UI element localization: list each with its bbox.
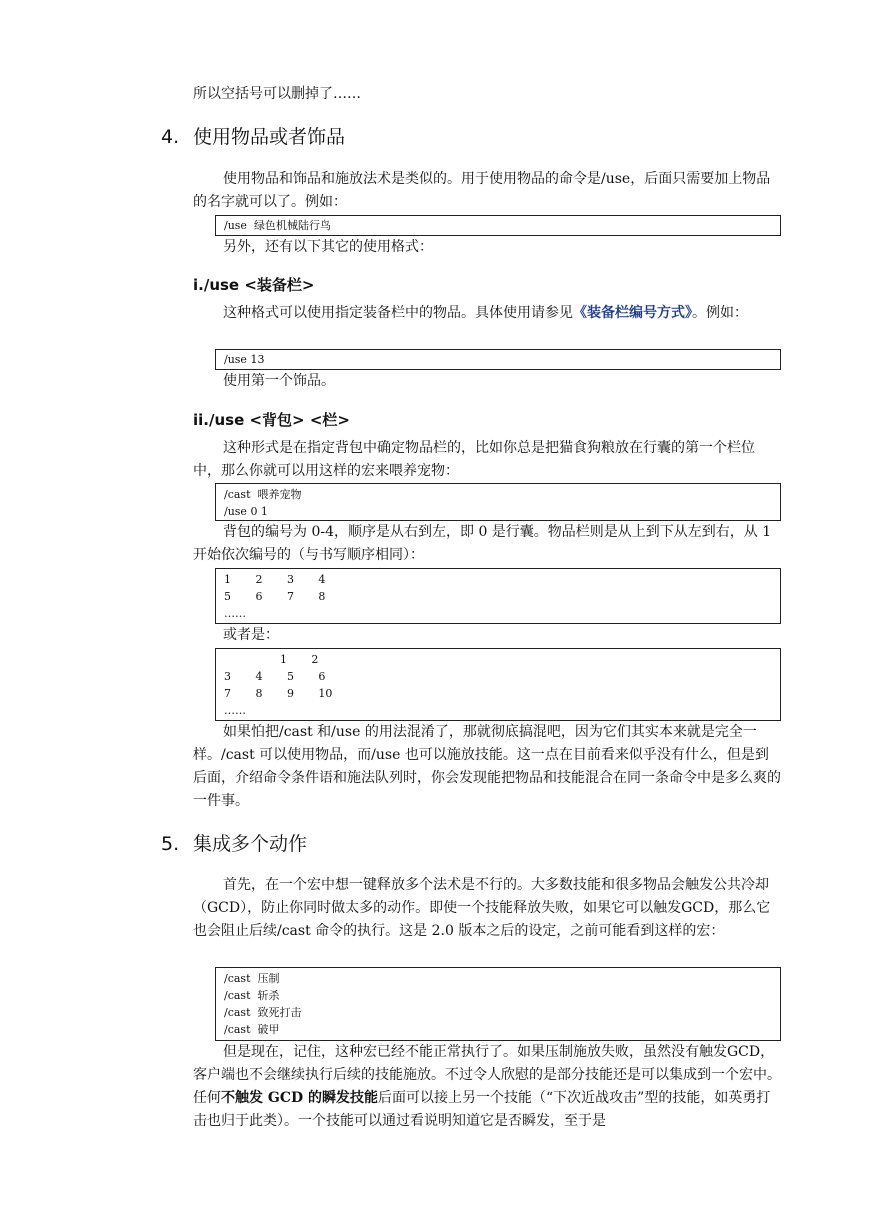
intro-line: 所以空括号可以删掉了…… xyxy=(193,86,361,102)
paragraph-text: 后面可以接上另一个技能（“下次近战攻击”型的技能，如英勇打击也归于此类）。一个技能可以通过看说明知道它是否瞬发，至于是 xyxy=(193,1090,771,1129)
code-line: /cast 致死打击 xyxy=(224,1006,302,1019)
section-number: 4. xyxy=(161,126,180,148)
code-line: 5 6 7 8 xyxy=(224,590,326,603)
code-line: …… xyxy=(224,607,246,620)
subsection-heading: i./use <装备栏> xyxy=(193,276,315,294)
code-block xyxy=(215,349,781,370)
code-line: /cast 破甲 xyxy=(224,1023,280,1036)
subsection-heading: ii./use <背包> <栏> xyxy=(193,411,350,429)
code-line: /cast 喂养宠物 xyxy=(224,488,302,501)
paragraph: 使用物品和饰品和施放法术是类似的。用于使用物品的命令是/use，后面只需要加上物品的名字就可以了。例如： xyxy=(193,171,771,210)
paragraph: 首先，在一个宏中想一键释放多个法术是不行的。大多数技能和很多物品会触发公共冷却（GCD），防止你同时做太多的动作。即使一个技能释放失败，如果它可以触发GCD，那么它也会阻止后续/cast 命令的执行。这是 2.0 版本之后的设定，之前可能看到这样的宏： xyxy=(193,877,771,939)
paragraph-text: 这种格式可以使用指定装备栏中的物品。具体使用请参见 xyxy=(223,305,573,321)
code-line: /use 0 1 xyxy=(224,505,268,518)
code-block xyxy=(215,483,781,521)
section-5-heading xyxy=(161,832,307,856)
code-block xyxy=(215,967,781,1041)
section-4-heading xyxy=(161,125,345,149)
code-line: 1 2 3 4 xyxy=(224,573,326,586)
code-line: /cast 压制 xyxy=(224,972,280,985)
code-line: /use 13 xyxy=(224,353,265,366)
code-line: 1 2 xyxy=(224,653,319,666)
paragraph xyxy=(193,302,782,325)
paragraph xyxy=(193,1041,782,1133)
code-line: 7 8 9 10 xyxy=(224,687,333,700)
section-title: 集成多个动作 xyxy=(193,833,308,855)
code-block xyxy=(215,648,781,721)
paragraph: 使用第一个饰品。 xyxy=(223,373,335,389)
code-line: /cast 斩杀 xyxy=(224,989,280,1002)
section-title: 使用物品或者饰品 xyxy=(193,126,346,148)
code-block xyxy=(215,215,781,236)
paragraph: 或者是： xyxy=(223,627,279,643)
paragraph-text: 但是现在，记住，这种宏已经不能正常执行了。如果压制施放失败，虽然没有触发GCD，客户端也不会继续执行后续的技能施放。不过令人欣慰的是部分技能还是可以集成到一个宏中。任何 xyxy=(193,1044,781,1106)
code-line: 3 4 5 6 xyxy=(224,670,326,683)
paragraph: 如果怕把/cast 和/use 的用法混淆了，那就彻底搞混吧，因为它们其实本来就是完全一样。/cast 可以使用物品，而/use 也可以施放技能。这一点在目前看来似乎没有什么，但是到后面，介绍命令条件语和施法队列时，你会发现能把物品和技能混合在同一条命令中是多么爽的一件事。 xyxy=(193,724,781,809)
paragraph: 背包的编号为 0-4，顺序是从右到左，即 0 是行囊。物品栏则是从上到下从左到右，从 1 开始依次编号的（与书写顺序相同）： xyxy=(193,524,772,563)
code-line: /use 绿色机械陆行鸟 xyxy=(224,219,331,232)
paragraph-text: 。例如： xyxy=(692,305,748,321)
code-block xyxy=(215,568,781,624)
code-line: …… xyxy=(224,704,246,717)
paragraph: 另外，还有以下其它的使用格式： xyxy=(223,239,433,255)
section-number: 5. xyxy=(161,833,180,855)
emphasis-text: 不触发 GCD 的瞬发技能 xyxy=(221,1090,378,1106)
doc-link[interactable]: 《装备栏编号方式》 xyxy=(573,305,692,321)
paragraph: 这种形式是在指定背包中确定物品栏的，比如你总是把猫食狗粮放在行囊的第一个栏位中，那么你就可以用这样的宏来喂养宠物： xyxy=(193,440,755,479)
